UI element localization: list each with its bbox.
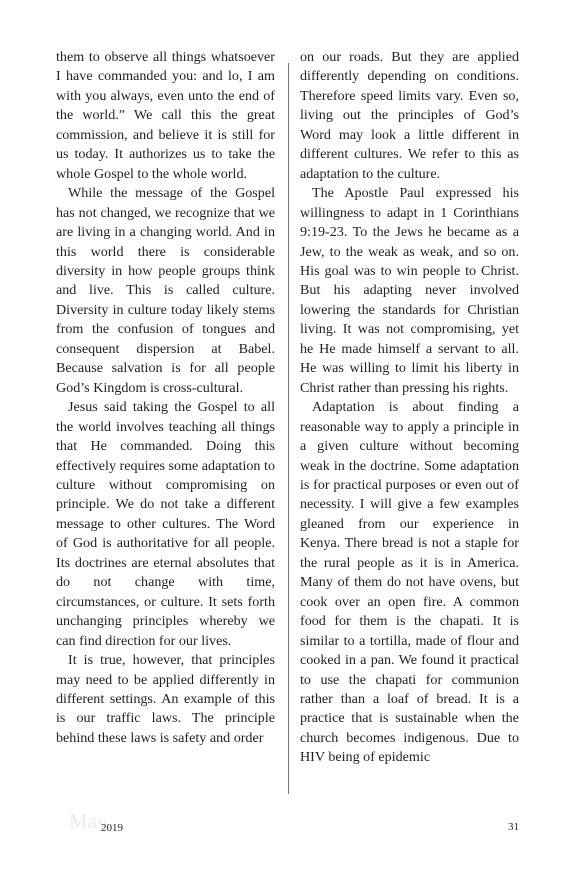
- paragraph: them to observe all things whatsoever I have commanded you: and lo, I am with you always, even unto the end of the world.” We call this the great commission, and believe it is still for us today. It authorizes us to take the whole Gospel to the whole world.: [56, 49, 275, 182]
- footer-month-watermark: May: [69, 809, 108, 833]
- paragraph: Adaptation is about finding a reasonable way to apply a principle in a given culture without becoming weak in the doctrine. Some adaptation is for practical purposes or even out of necessity. I will give a few examples gleaned from our experience in Kenya. There bread is not a staple for the rural people as it is in America. Many of them do not have ovens, but cook over an open fire. A common food for them is the chapati. It is similar to a tortilla, made of flour and cooked in a pan. We found it practical to use the chapati for communion rather than a loaf of bread. It is a practice that is sustainable when the church becomes indigenous. Due to HIV being of epidemic: [300, 399, 519, 766]
- page-number: 31: [508, 821, 519, 833]
- right-column: [300, 48, 519, 768]
- left-column: [56, 48, 275, 748]
- footer-year: 2019: [101, 822, 123, 834]
- paragraph: While the message of the Gospel has not changed, we recognize that we are living in a changing world. And in this world there is considerable diversity in how people groups think and live. This is called culture. Diversity in culture today likely stems from the confusion of tongues and consequent dispersion at Babel. Because salvation is for all people God’s Kingdom is cross-cultural.: [56, 185, 275, 396]
- paragraph: The Apostle Paul expressed his willingness to adapt in 1 Corinthians 9:19-23. To the Jews he became as a Jew, to the weak as weak, and so on. His goal was to win people to Christ. But his adapting never involved lowering the standards for Christian living. It was not compromising, yet he He made himself a servant to all. He was willing to limit his liberty in Christ rather than pressing his rights.: [300, 185, 519, 396]
- paragraph: Jesus said taking the Gospel to all the world involves teaching all things that He commanded. Doing this effectively requires some adaptation to culture without compromising on principle. We do not take a different message to other cultures. The Word of God is authoritative for all people. Its doctrines are eternal absolutes that do not change with time, circumstances, or culture. It sets forth unchanging principles whereby we can find direction for our lives.: [56, 399, 275, 649]
- paragraph: on our roads. But they are applied differently depending on conditions. Therefore speed limits vary. Even so, living out the principles of God’s Word may look a little different in different cultures. We refer to this as adaptation to the culture.: [300, 49, 519, 182]
- column-divider: [288, 63, 289, 794]
- paragraph: It is true, however, that principles may need to be applied differently in different settings. An example of this is our traffic laws. The principle behind these laws is safety and order: [56, 652, 275, 746]
